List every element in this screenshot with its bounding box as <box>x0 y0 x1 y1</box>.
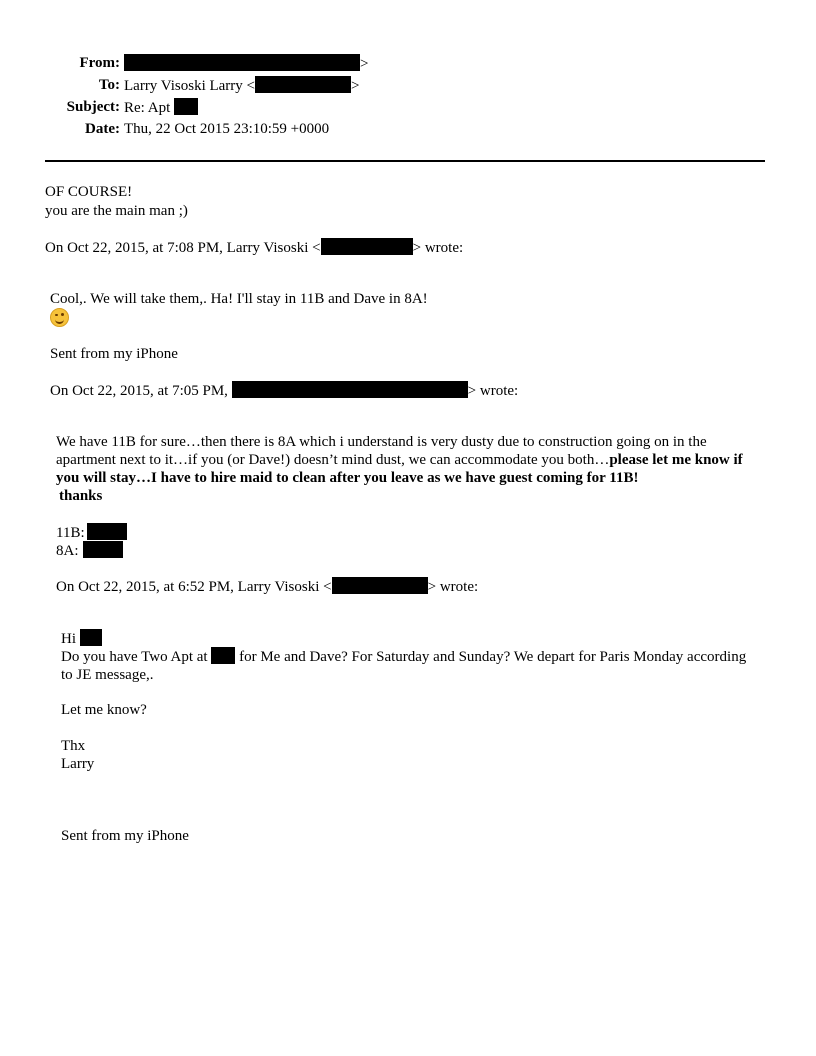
message-4-name: Larry <box>61 756 95 772</box>
redacted-email <box>332 577 428 594</box>
quote-attribution-3-prefix: On Oct 22, 2015, at 6:52 PM, Larry Visoski < <box>56 579 332 595</box>
reply-line-1: OF COURSE! <box>45 184 133 200</box>
header-divider <box>45 160 765 162</box>
quote-attribution-2-suffix: > wrote: <box>467 383 519 399</box>
message-4-body-part-2: for Me and Dave? For Saturday and Sunday? We depart for Paris Monday according to JE message,. <box>61 649 747 683</box>
unit-8a-row <box>56 541 123 560</box>
redacted-recipient-email <box>255 76 351 93</box>
date-value: Thu, 22 Oct 2015 23:10:59 +0000 <box>124 121 330 137</box>
message-4-let-me-know: Let me know? <box>61 702 147 718</box>
message-3-body-bold: please let me know if you will stay…I have to hire maid to clean after you leave as we have guest coming for 11B! <box>56 452 743 486</box>
message-4-body <box>61 647 751 684</box>
quote-attribution-1-prefix: On Oct 22, 2015, at 7:08 PM, Larry Visoski < <box>45 240 321 256</box>
to-suffix: > <box>351 78 360 94</box>
message-2-signature: Sent from my iPhone <box>50 346 178 362</box>
redacted-code <box>83 541 123 558</box>
reply-line-2: you are the main man ;) <box>45 203 188 219</box>
redacted-sender <box>232 381 468 398</box>
message-4-greeting <box>61 629 102 648</box>
message-3-body-plain: We have 11B for sure…then there is 8A which i understand is very dusty due to construction going on in the apartment next to it…if you (or Dave!) doesn’t mind dust, we can accommodate you both… <box>56 434 707 468</box>
quote-attribution-2 <box>50 381 518 400</box>
message-2-line-1: Cool,. We will take them,. Ha! I'll stay in 11B and Dave in 8A! <box>50 291 428 307</box>
date-label: Date: <box>85 121 120 137</box>
redacted-email <box>321 238 413 255</box>
message-3-body <box>56 433 758 505</box>
message-4-signature: Sent from my iPhone <box>61 828 189 844</box>
redacted-location <box>211 647 235 664</box>
message-4-body-part-1: Do you have Two Apt at <box>61 649 208 665</box>
from-label: From: <box>79 55 120 71</box>
redacted-sender <box>124 54 360 71</box>
quote-attribution-2-prefix: On Oct 22, 2015, at 7:05 PM, <box>50 383 232 399</box>
redacted-subject-detail <box>174 98 198 115</box>
unit-11b-label: 11B: <box>56 525 85 541</box>
redacted-name <box>80 629 102 646</box>
quote-attribution-3-suffix: > wrote: <box>427 579 479 595</box>
unit-8a-label: 8A: <box>56 543 79 559</box>
quote-attribution-1-suffix: > wrote: <box>412 240 464 256</box>
subject-value: Re: Apt <box>124 100 171 116</box>
message-4-thx: Thx <box>61 738 86 754</box>
subject-label: Subject: <box>66 99 120 115</box>
message-2-emoji <box>50 308 69 330</box>
smirking-face-icon <box>50 308 69 327</box>
from-suffix: > <box>360 56 369 72</box>
to-label: To: <box>98 77 120 93</box>
message-3-thanks: thanks <box>59 488 103 504</box>
redacted-code <box>87 523 127 540</box>
quote-attribution-1 <box>45 238 463 257</box>
quote-attribution-3 <box>56 577 478 596</box>
message-4-greeting-text: Hi <box>61 631 76 647</box>
to-value: Larry Visoski Larry < <box>124 78 256 94</box>
unit-11b-row <box>56 523 127 542</box>
